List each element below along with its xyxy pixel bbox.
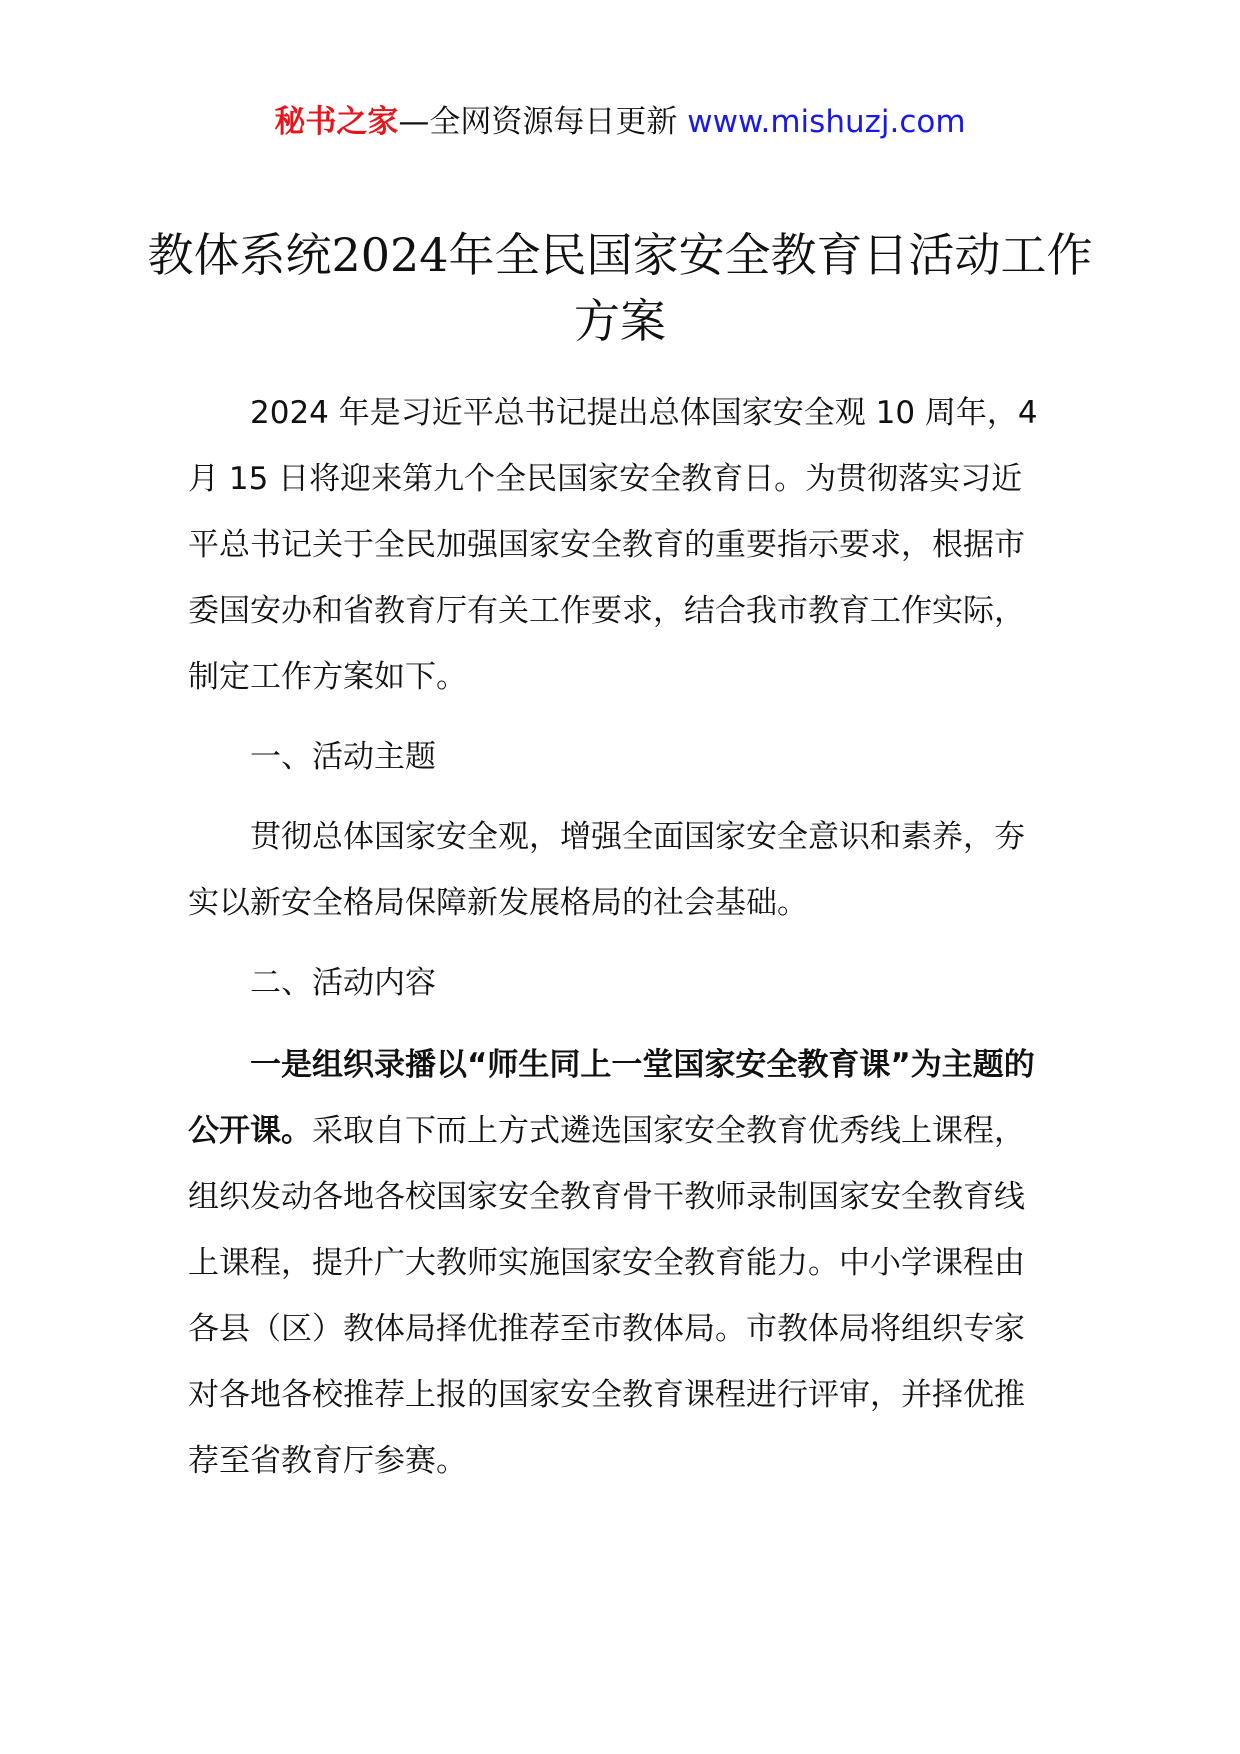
header-tagline: —全网资源每日更新 (398, 104, 678, 140)
title-part-1: 教体系统 (147, 228, 332, 282)
document-body (188, 380, 1050, 1494)
site-header (0, 100, 1240, 144)
section-1-paragraph: 贯彻总体国家安全观，增强全面国家安全意识和素养，夯实以新安全格局保障新发展格局的社会基础。 (188, 819, 1025, 921)
item-1-text: 采取自下而上方式遴选国家安全教育优秀线上课程，组织发动各地各校国家安全教育骨干教师录制国家安全教育线上课程，提升广大教师实施国家安全教育能力。中小学课程由各县（区）教体局择优推荐至市教体局。市教体局将组织专家对各地各校推荐上报的国家安全教育课程进行评审，并择优推荐至省教育厅参赛。 (188, 1113, 1025, 1479)
title-year: 2024 (331, 228, 449, 282)
section-2-heading: 二、活动内容 (250, 965, 436, 1001)
section-1-heading: 一、活动主题 (250, 739, 436, 775)
item-1-lead: 一是组织录播以“师生同上一堂国家安全教育课”为主题的公开课。 (188, 1047, 1035, 1149)
title-part-2: 年全民国家安全教育日活动工作方案 (448, 228, 1093, 348)
brand-name: 秘书之家 (274, 104, 399, 140)
document-title (140, 222, 1100, 354)
site-url-link[interactable]: www.mishuzj.com (687, 104, 966, 140)
intro-paragraph: 2024 年是习近平总书记提出总体国家安全观 10 周年，4 月 15 日将迎来第九个全民国家安全教育日。为贯彻落实习近平总书记关于全民加强国家安全教育的重要指示要求，根据市委国安办和省教育厅有关工作要求，结合我市教育工作实际，制定工作方案如下。 (188, 395, 1038, 695)
item-1-paragraph (188, 1032, 1050, 1494)
